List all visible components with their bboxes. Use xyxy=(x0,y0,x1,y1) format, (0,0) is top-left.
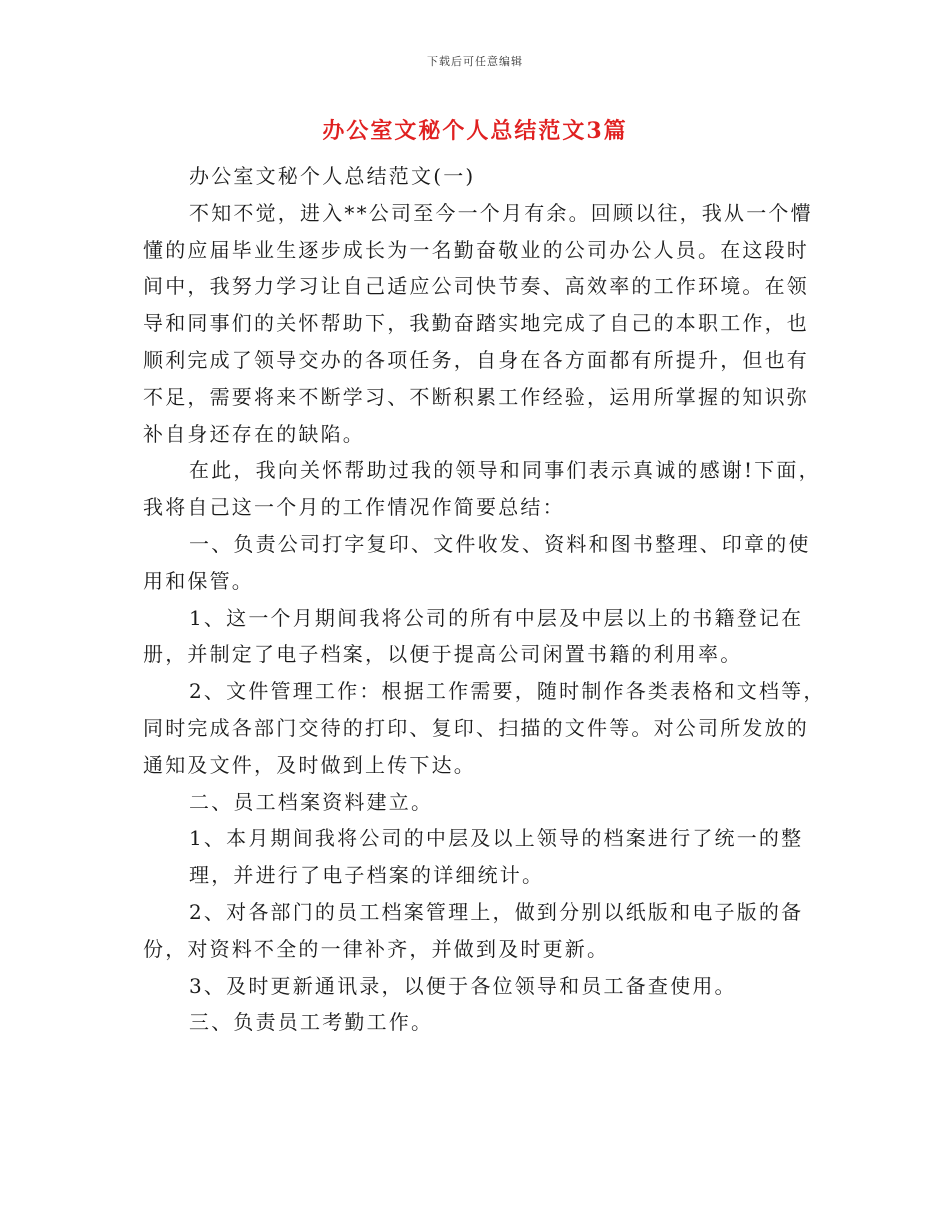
list-heading: 三、负责员工考勤工作。 xyxy=(189,1010,434,1035)
list-heading: 一、负责公司打字复印、文件收发、资料和图书整理、印章的使用和保管。 xyxy=(143,531,811,593)
document-body xyxy=(143,158,827,1041)
list-item: 3、及时更新通讯录，以便于各位领导和员工备查使用。 xyxy=(189,973,737,998)
list-heading: 二、员工档案资料建立。 xyxy=(189,789,434,814)
header-note: 下载后可任意编辑 xyxy=(427,55,523,68)
list-item: 2、对各部门的员工档案管理上，做到分别以纸版和电子版的备份，对资料不全的一律补齐，并做到及时更新。 xyxy=(143,899,804,961)
section-heading: 办公室文秘个人总结范文(一) xyxy=(189,164,476,188)
list-item: 2、文件管理工作：根据工作需要，随时制作各类表格和文档等，同时完成各部门交待的打印、复印、扫描的文件等。对公司所发放的通知及文件，及时做到上传下达。 xyxy=(143,679,826,777)
list-item: 1、这一个月期间我将公司的所有中层及中层以上的书籍登记在册，并制定了电子档案，以便于提高公司闲置书籍的利用率。 xyxy=(143,605,804,667)
list-item: 1、本月期间我将公司的中层及以上领导的档案进行了统一的整理，并进行了电子档案的详细统计。 xyxy=(189,826,804,888)
body-paragraph: 在此，我向关怀帮助过我的领导和同事们表示真诚的感谢!下面，我将自己这一个月的工作情况作简要总结： xyxy=(143,458,821,520)
document-title: 办公室文秘个人总结范文3篇 xyxy=(322,118,628,144)
body-paragraph: 不知不觉，进入**公司至今一个月有余。回顾以往，我从一个懵懂的应届毕业生逐步成长为一名勤奋敬业的公司办公人员。在这段时间中，我努力学习让自己适应公司快节奏、高效率的工作环境。在领导和同事们的关怀帮助下，我勤奋踏实地完成了自己的本职工作，也顺利完成了领导交办的各项任务，自身在各方面都有所提升，但也有不足，需要将来不断学习、不断积累工作经验，运用所掌握的知识弥补自身还存在的缺陷。 xyxy=(143,200,813,446)
